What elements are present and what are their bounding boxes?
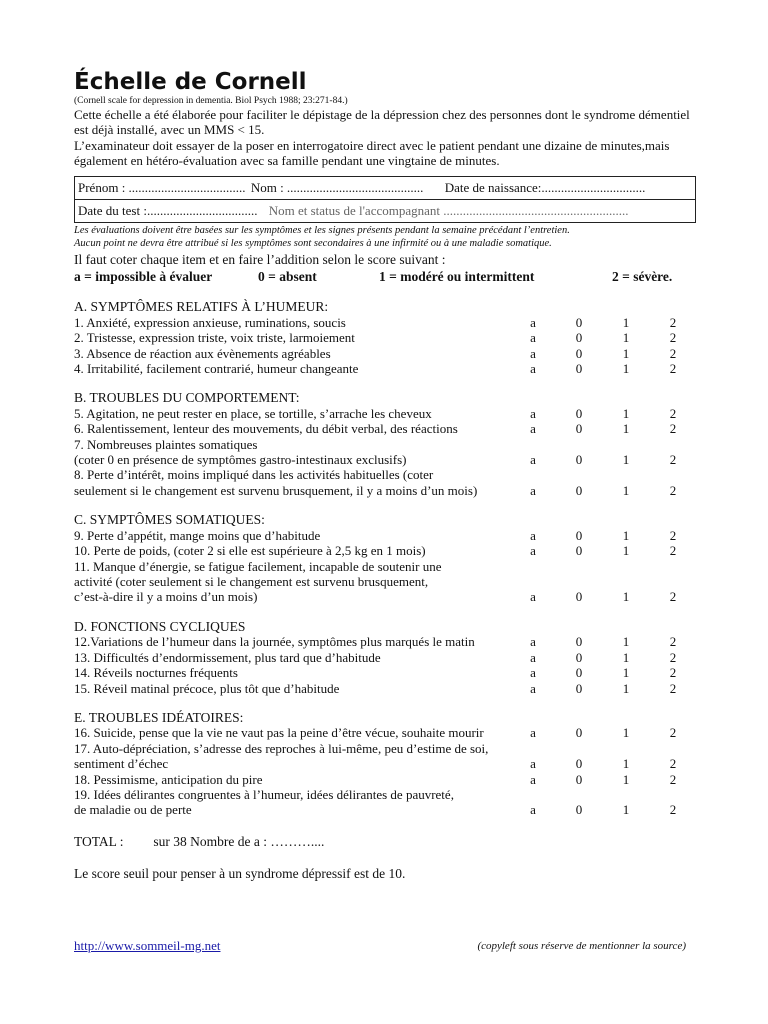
score-option[interactable]: 0 bbox=[575, 330, 583, 346]
scale-a: a = impossible à évaluer bbox=[74, 269, 213, 285]
intro-paragraph: L’examinateur doit essayer de la poser en interrogatoire direct avec le patient pendant une dizaine de minutes,mais également en hétéro-évaluation avec sa famille pendant une vingtaine de minutes. bbox=[74, 137, 670, 168]
score-option[interactable]: a bbox=[530, 771, 536, 787]
section-title: D. FONCTIONS CYCLIQUES bbox=[74, 618, 246, 634]
score-option[interactable]: 2 bbox=[669, 634, 677, 650]
score-option[interactable]: 2 bbox=[669, 345, 677, 361]
score-option[interactable]: a bbox=[530, 482, 536, 498]
item-text bbox=[74, 330, 529, 345]
score-option[interactable]: a bbox=[530, 756, 536, 772]
instructions-notice bbox=[74, 225, 696, 250]
score-option[interactable]: 1 bbox=[622, 345, 630, 361]
item-text bbox=[74, 681, 529, 696]
score-option[interactable]: 2 bbox=[669, 330, 677, 346]
score-option[interactable]: 2 bbox=[669, 680, 677, 696]
score-option[interactable]: 0 bbox=[575, 314, 583, 330]
score-option[interactable]: 0 bbox=[575, 360, 583, 376]
section-title: C. SYMPTÔMES SOMATIQUES: bbox=[74, 512, 265, 528]
score-option[interactable]: 2 bbox=[669, 360, 677, 376]
score-option[interactable]: 0 bbox=[575, 543, 583, 559]
website-link[interactable]: http://www.sommeil-mg.net bbox=[74, 938, 221, 953]
score-option[interactable]: a bbox=[530, 314, 536, 330]
item-text-line: 13. Difficultés d’endormissement, plus tard que d’habitude bbox=[74, 649, 381, 665]
scale-item bbox=[74, 650, 696, 665]
score-option[interactable]: 1 bbox=[622, 680, 630, 696]
item-text-line: activité (coter seulement si le changement est survenu brusquement, bbox=[74, 573, 429, 589]
score-option[interactable]: 0 bbox=[575, 756, 583, 772]
scale-item bbox=[74, 665, 696, 680]
item-text bbox=[74, 437, 529, 468]
score-option[interactable]: 0 bbox=[575, 680, 583, 696]
item-text-line: 8. Perte d’intérêt, moins impliqué dans les activités habituelles (coter bbox=[74, 467, 434, 483]
score-option[interactable]: 0 bbox=[575, 802, 583, 818]
score-option[interactable]: 1 bbox=[622, 482, 630, 498]
scale-item bbox=[74, 467, 696, 498]
item-text bbox=[74, 772, 529, 787]
item-text bbox=[74, 543, 529, 558]
item-text bbox=[74, 406, 529, 421]
item-text-line: 17. Auto-dépréciation, s’adresse des reproches à lui-même, peu d’estime de soi, bbox=[74, 740, 489, 756]
intro-paragraph: Cette échelle a été élaborée pour faciliter le dépistage de la dépression chez des personnes dont le syndrome démentiel est déjà installé, avec un MMS < 15. bbox=[74, 107, 690, 138]
item-text-line: 10. Perte de poids, (coter 2 si elle est supérieure à 2,5 kg en 1 mois) bbox=[74, 543, 426, 559]
scale-two: 2 = sévère. bbox=[612, 269, 673, 285]
score-option[interactable]: a bbox=[530, 543, 536, 559]
score-option[interactable]: 0 bbox=[575, 482, 583, 498]
score-option[interactable]: 2 bbox=[669, 649, 677, 665]
score-option[interactable]: 1 bbox=[622, 634, 630, 650]
section-title: E. TROUBLES IDÉATOIRES: bbox=[74, 709, 244, 725]
score-option[interactable]: 2 bbox=[669, 771, 677, 787]
score-option[interactable]: 0 bbox=[575, 725, 583, 741]
item-text-line: 6. Ralentissement, lenteur des mouvements, du débit verbal, des réactions bbox=[74, 421, 458, 437]
scale-item bbox=[74, 741, 696, 772]
item-text-line: 18. Pessimisme, anticipation du pire bbox=[74, 771, 263, 787]
copyleft-note: (copyleft sous réserve de mentionner la source) bbox=[477, 940, 686, 952]
score-option[interactable]: 2 bbox=[669, 421, 677, 437]
score-option[interactable]: 1 bbox=[622, 527, 630, 543]
item-text-line: c’est-à-dire il y a moins d’un mois) bbox=[74, 589, 258, 605]
score-option[interactable]: 1 bbox=[622, 725, 630, 741]
item-text bbox=[74, 467, 529, 498]
prenom-field[interactable]: Prénom : .................................... bbox=[78, 180, 246, 196]
scale-item bbox=[74, 543, 696, 558]
score-option[interactable]: 0 bbox=[575, 634, 583, 650]
item-text bbox=[74, 634, 529, 649]
item-text-line: sentiment d’échec bbox=[74, 756, 169, 772]
scale-item bbox=[74, 346, 696, 361]
info-row-identity bbox=[75, 177, 695, 199]
item-text-line: 1. Anxiété, expression anxieuse, ruminations, soucis bbox=[74, 314, 346, 330]
item-text-line: 14. Réveils nocturnes fréquents bbox=[74, 665, 238, 681]
score-option[interactable]: a bbox=[530, 345, 536, 361]
item-text-line: 12.Variations de l’humeur dans la journée, symptômes plus marqués le matin bbox=[74, 634, 475, 650]
item-text-line: 9. Perte d’appétit, mange moins que d’habitude bbox=[74, 527, 321, 543]
scale-item bbox=[74, 725, 696, 740]
total-text[interactable]: sur 38 Nombre de a : ……….... bbox=[153, 833, 325, 849]
item-text-line: de maladie ou de perte bbox=[74, 802, 192, 818]
scale-item bbox=[74, 437, 696, 468]
nom-field[interactable]: Nom : .......................................... bbox=[250, 180, 424, 196]
score-option[interactable]: 2 bbox=[669, 482, 677, 498]
test-date-field[interactable]: Date du test :.................................. bbox=[78, 203, 258, 219]
score-option[interactable]: 2 bbox=[669, 725, 677, 741]
score-option[interactable]: 0 bbox=[575, 649, 583, 665]
page-title: Échelle de Cornell bbox=[74, 69, 307, 95]
score-option[interactable]: 2 bbox=[669, 527, 677, 543]
score-option[interactable]: 1 bbox=[622, 452, 630, 468]
section bbox=[74, 619, 696, 696]
score-option[interactable]: 0 bbox=[575, 665, 583, 681]
score-option[interactable]: a bbox=[530, 649, 536, 665]
score-option[interactable]: a bbox=[530, 665, 536, 681]
scale-item bbox=[74, 559, 696, 605]
item-text bbox=[74, 361, 529, 376]
scale-zero: 0 = absent bbox=[258, 269, 317, 285]
score-option[interactable]: 0 bbox=[575, 405, 583, 421]
item-text bbox=[74, 528, 529, 543]
score-option[interactable]: 2 bbox=[669, 589, 677, 605]
scale-item bbox=[74, 406, 696, 421]
notice-line: Aucun point ne devra être attribué si les symptômes sont secondaires à une infirmité ou à une maladie somatique. bbox=[74, 237, 552, 249]
patient-info-box bbox=[74, 176, 696, 223]
score-option[interactable]: a bbox=[530, 725, 536, 741]
item-text bbox=[74, 559, 529, 605]
item-text bbox=[74, 650, 529, 665]
score-option[interactable]: 0 bbox=[575, 452, 583, 468]
document-page bbox=[74, 68, 696, 882]
sections-container bbox=[74, 299, 696, 818]
item-text-line: 2. Tristesse, expression triste, voix triste, larmoiement bbox=[74, 330, 355, 346]
item-text-line: 19. Idées délirantes congruentes à l’humeur, idées délirantes de pauvreté, bbox=[74, 787, 454, 803]
score-option[interactable]: a bbox=[530, 452, 536, 468]
score-option[interactable]: 1 bbox=[622, 649, 630, 665]
item-text-line: 11. Manque d’énergie, se fatigue facilement, incapable de soutenir une bbox=[74, 558, 442, 574]
score-option[interactable]: 1 bbox=[622, 771, 630, 787]
score-option[interactable]: 1 bbox=[622, 421, 630, 437]
score-option[interactable]: 1 bbox=[622, 756, 630, 772]
item-text-line: 16. Suicide, pense que la vie ne vaut pas la peine d’être vécue, souhaite mourir bbox=[74, 725, 484, 741]
score-option[interactable]: 2 bbox=[669, 452, 677, 468]
scale-item bbox=[74, 421, 696, 436]
item-text-line: 7. Nombreuses plaintes somatiques bbox=[74, 436, 258, 452]
reference: (Cornell scale for depression in dementia. Biol Psych 1988; 23:271-84.) bbox=[74, 96, 348, 106]
score-option[interactable]: 1 bbox=[622, 360, 630, 376]
scale-item bbox=[74, 681, 696, 696]
section bbox=[74, 512, 696, 605]
score-option[interactable]: 1 bbox=[622, 405, 630, 421]
page-footer bbox=[74, 938, 686, 954]
score-option[interactable]: 2 bbox=[669, 314, 677, 330]
item-text bbox=[74, 665, 529, 680]
info-row-test bbox=[75, 199, 695, 222]
item-text-line: 5. Agitation, ne peut rester en place, se tortille, s’arrache les cheveux bbox=[74, 405, 432, 421]
score-option[interactable]: 2 bbox=[669, 756, 677, 772]
score-option[interactable]: 0 bbox=[575, 527, 583, 543]
item-text bbox=[74, 741, 529, 772]
score-option[interactable]: 2 bbox=[669, 802, 677, 818]
score-option[interactable]: a bbox=[530, 330, 536, 346]
item-text-line: seulement si le changement est survenu brusquement, il y a moins d’un mois) bbox=[74, 482, 478, 498]
score-option[interactable]: 1 bbox=[622, 543, 630, 559]
section bbox=[74, 710, 696, 818]
scale-item bbox=[74, 634, 696, 649]
section bbox=[74, 299, 696, 376]
notice-line: Les évaluations doivent être basées sur les symptômes et les signes présents pendant la semaine précédant l’entretien. bbox=[74, 225, 570, 237]
item-text-line: 4. Irritabilité, facilement contrarié, humeur changeante bbox=[74, 360, 359, 376]
score-option[interactable]: a bbox=[530, 527, 536, 543]
scale-item bbox=[74, 330, 696, 345]
scale-item bbox=[74, 528, 696, 543]
scoring-rule: Il faut coter chaque item et en faire l’addition selon le score suivant : bbox=[74, 252, 446, 268]
item-text bbox=[74, 725, 529, 740]
scale-item bbox=[74, 772, 696, 787]
score-option[interactable]: 2 bbox=[669, 405, 677, 421]
item-text-line: 15. Réveil matinal précoce, plus tôt que d’habitude bbox=[74, 680, 340, 696]
item-text bbox=[74, 787, 529, 818]
item-text bbox=[74, 315, 529, 330]
score-option[interactable]: a bbox=[530, 680, 536, 696]
score-option[interactable]: a bbox=[530, 589, 536, 605]
scale-one: 1 = modéré ou intermittent bbox=[379, 269, 535, 285]
item-text-line: 3. Absence de réaction aux évènements agréables bbox=[74, 345, 331, 361]
threshold-note: Le score seuil pour penser à un syndrome dépressif est de 10. bbox=[74, 865, 406, 881]
section-title: B. TROUBLES DU COMPORTEMENT: bbox=[74, 390, 300, 406]
score-option[interactable]: 0 bbox=[575, 771, 583, 787]
score-option[interactable]: 1 bbox=[622, 314, 630, 330]
score-option[interactable]: a bbox=[530, 421, 536, 437]
score-option[interactable]: a bbox=[530, 360, 536, 376]
score-option[interactable]: 0 bbox=[575, 421, 583, 437]
item-text bbox=[74, 421, 529, 436]
total-line bbox=[74, 834, 696, 850]
score-option[interactable]: a bbox=[530, 802, 536, 818]
score-option[interactable]: 2 bbox=[669, 543, 677, 559]
total-label: TOTAL : bbox=[74, 833, 124, 849]
scoring-scale bbox=[74, 268, 696, 285]
birthdate-field[interactable]: Date de naissance:................................ bbox=[444, 180, 646, 196]
scale-item bbox=[74, 315, 696, 330]
item-text-line: (coter 0 en présence de symptômes gastro-intestinaux exclusifs) bbox=[74, 452, 407, 468]
score-option[interactable]: a bbox=[530, 405, 536, 421]
score-option[interactable]: 1 bbox=[622, 665, 630, 681]
item-text bbox=[74, 346, 529, 361]
scale-item bbox=[74, 787, 696, 818]
score-option[interactable]: 1 bbox=[622, 589, 630, 605]
score-option[interactable]: 1 bbox=[622, 330, 630, 346]
score-option[interactable]: 2 bbox=[669, 665, 677, 681]
section-title: A. SYMPTÔMES RELATIFS À L’HUMEUR: bbox=[74, 299, 329, 315]
score-option[interactable]: 0 bbox=[575, 345, 583, 361]
score-option[interactable]: 0 bbox=[575, 589, 583, 605]
score-option[interactable]: 1 bbox=[622, 802, 630, 818]
scale-item bbox=[74, 361, 696, 376]
companion-field[interactable]: Nom et status de l'accompagnant ......................................................... bbox=[268, 203, 629, 219]
intro bbox=[74, 107, 696, 168]
score-option[interactable]: a bbox=[530, 634, 536, 650]
section bbox=[74, 390, 696, 498]
